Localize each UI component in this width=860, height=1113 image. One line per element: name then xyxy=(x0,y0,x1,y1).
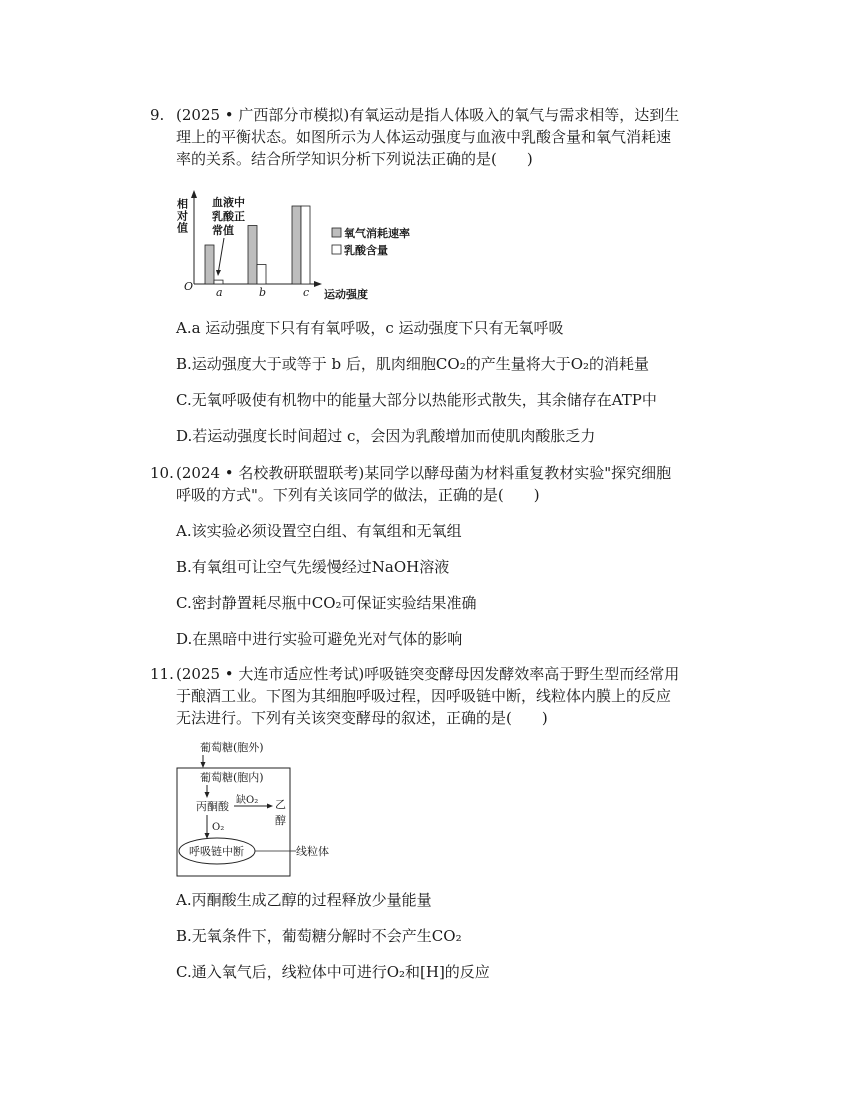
question-9-stem-line-2: 理上的平衡状态。如图所示为人体运动强度与血液中乳酸含量和氧气消耗速 xyxy=(176,128,672,146)
category-label-c: c xyxy=(303,286,310,299)
annotation-line-3: 常值 xyxy=(212,224,234,237)
legend-label-lactate: 乳酸含量 xyxy=(344,244,388,257)
origin-label: O xyxy=(184,280,194,293)
question-11-option-a: A.丙酮酸生成乙醇的过程释放少量能量 xyxy=(176,891,432,909)
question-9-option-a: A.a 运动强度下只有有氧呼吸，c 运动强度下只有无氧呼吸 xyxy=(176,319,564,337)
ethanol-label-2: 醇 xyxy=(275,814,286,827)
bar-lactate-c xyxy=(301,206,310,284)
bar-oxygen-b xyxy=(248,226,257,285)
mitochondria-label: 线粒体 xyxy=(296,845,329,858)
legend-swatch-oxygen xyxy=(332,228,341,237)
question-11-stem-line-3: 无法进行。下列有关该突变酵母的叙述，正确的是( ) xyxy=(176,709,548,727)
annotation-line-2: 乳酸正 xyxy=(212,210,245,223)
bar-lactate-a xyxy=(214,280,223,284)
question-9-number: 9. xyxy=(150,106,165,124)
respiratory-chain-break-label: 呼吸链中断 xyxy=(189,845,244,858)
legend-label-oxygen: 氧气消耗速率 xyxy=(344,227,410,240)
question-10-stem-line-1: (2024 • 名校教研联盟联考)某同学以酵母菌为材料重复教材实验"探究细胞 xyxy=(176,464,672,482)
question-10-number: 10. xyxy=(150,464,174,482)
question-11-number: 11. xyxy=(150,665,174,683)
question-11-stem-line-1: (2025 • 大连市适应性考试)呼吸链突变酵母因发酵效率高于野生型而经常用 xyxy=(176,665,680,683)
legend-swatch-lactate xyxy=(332,245,341,254)
question-9-stem-line-3: 率的关系。结合所学知识分析下列说法正确的是( ) xyxy=(176,150,533,168)
figure-exercise-intensity-chart xyxy=(176,186,416,306)
oxygen-label: O₂ xyxy=(212,822,225,833)
category-label-b: b xyxy=(259,286,267,299)
question-9-option-c: C.无氧呼吸使有机物中的能量大部分以热能形式散失，其余储存在ATP中 xyxy=(176,391,657,409)
figure-yeast-respiration-diagram xyxy=(176,738,366,880)
lack-oxygen-label: 缺O₂ xyxy=(236,795,259,806)
bar-oxygen-a xyxy=(205,245,214,284)
glucose-outside-label: 葡萄糖(胞外) xyxy=(200,741,264,754)
y-axis-label: 相对值 xyxy=(176,198,189,234)
question-10-option-c: C.密封静置耗尽瓶中CO₂可保证实验结果准确 xyxy=(176,594,477,612)
question-9-stem-line-1: (2025 • 广西部分市模拟)有氧运动是指人体吸入的氧气与需求相等，达到生 xyxy=(176,106,680,124)
cell-boundary xyxy=(177,768,290,876)
question-10-option-b: B.有氧组可让空气先缓慢经过NaOH溶液 xyxy=(176,558,450,576)
category-label-a: a xyxy=(216,286,223,299)
x-axis-label: 运动强度 xyxy=(324,288,368,301)
question-11-option-c: C.通入氧气后，线粒体中可进行O₂和[H]的反应 xyxy=(176,963,490,981)
question-11-option-b: B.无氧条件下，葡萄糖分解时不会产生CO₂ xyxy=(176,927,462,945)
bar-oxygen-c xyxy=(292,206,301,284)
annotation-arrow xyxy=(218,238,224,274)
question-10-stem-line-2: 呼吸的方式"。下列有关该同学的做法，正确的是( ) xyxy=(176,486,540,504)
annotation-line-1: 血液中 xyxy=(212,196,245,209)
question-10-option-d: D.在黑暗中进行实验可避免光对气体的影响 xyxy=(176,630,463,648)
pyruvate-label: 丙酮酸 xyxy=(196,800,229,813)
ethanol-label-1: 乙 xyxy=(275,798,286,811)
question-9-option-d: D.若运动强度长时间超过 c，会因为乳酸增加而使肌肉酸胀乏力 xyxy=(176,427,596,445)
question-11-stem-line-2: 于酿酒工业。下图为其细胞呼吸过程，因呼吸链中断，线粒体内膜上的反应 xyxy=(176,687,672,705)
question-9-option-b: B.运动强度大于或等于 b 后，肌肉细胞CO₂的产生量将大于O₂的消耗量 xyxy=(176,355,650,373)
question-10-option-a: A.该实验必须设置空白组、有氧组和无氧组 xyxy=(176,522,462,540)
glucose-inside-label: 葡萄糖(胞内) xyxy=(200,771,264,784)
bar-lactate-b xyxy=(257,265,266,285)
